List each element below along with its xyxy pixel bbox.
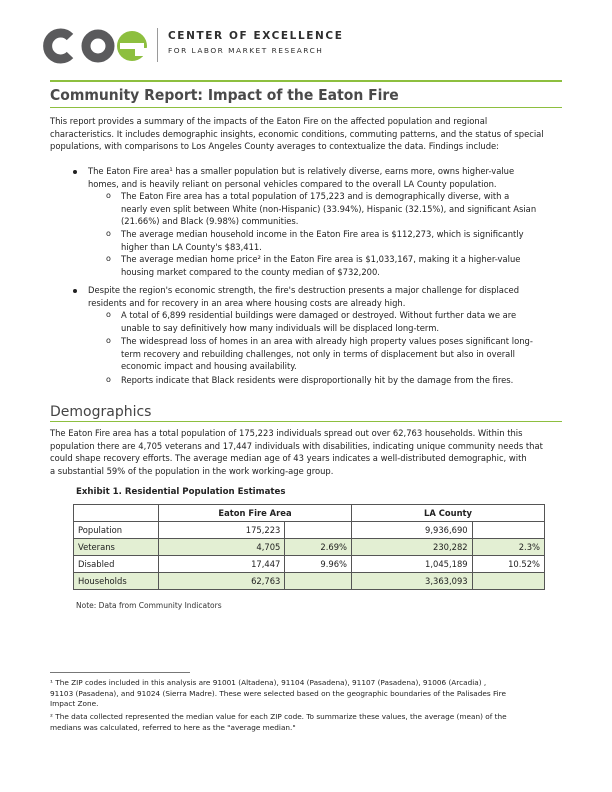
la-value: 3,363,093 <box>352 573 473 590</box>
table-row <box>74 539 545 556</box>
bullet-line: residents and for recovery in an area where housing costs are already high. <box>88 297 406 308</box>
intro-line: populations, with comparisons to Los Angeles County averages to contextualize the data. Findings include: <box>50 141 499 151</box>
sub-bullet-line: The average median home price² in the Eaton Fire area is $1,033,167, making it a higher-value <box>121 254 521 264</box>
bullet-line: homes, and is heavily reliant on personal vehicles compared to the overall LA County population. <box>88 178 497 189</box>
sub-bullet-line: economic impact and housing availability. <box>121 361 297 371</box>
la-pct <box>472 522 544 539</box>
la-pct: 10.52% <box>472 556 544 573</box>
exhibit-title: Exhibit 1. Residential Population Estimates <box>76 487 286 497</box>
header-rule <box>50 80 562 82</box>
la-value: 1,045,189 <box>352 556 473 573</box>
sub-bullet-line: housing market compared to the county median of $732,200. <box>121 266 380 277</box>
brand-tagline: FOR LABOR MARKET RESEARCH <box>168 46 324 55</box>
la-value: 230,282 <box>352 539 473 556</box>
intro-line: characteristics. It includes demographic insights, economic conditions, commuting patterns, and the status of special <box>50 128 544 139</box>
eaton-pct <box>285 522 352 539</box>
row-label: Veterans <box>74 539 159 556</box>
demographics-line: population there are 4,705 veterans and 17,447 individuals with disabilities, indicating unique community needs that <box>50 440 543 451</box>
sub-bullet-marker: o <box>106 310 111 319</box>
intro-line: This report provides a summary of the impacts of the Eaton Fire on the affected population and regional <box>50 116 488 126</box>
footnote-rule <box>50 672 190 673</box>
table-row <box>74 556 545 573</box>
eaton-pct: 9.96% <box>285 556 352 573</box>
table-header-la: LA County <box>352 505 545 522</box>
table-header-blank <box>74 505 159 522</box>
la-value: 9,936,690 <box>352 522 473 539</box>
sub-bullet-line: Reports indicate that Black residents were disproportionally hit by the damage from the fires. <box>121 375 514 385</box>
demographics-line: The Eaton Fire area has a total population of 175,223 individuals spread out over 62,763 households. Within this <box>50 428 523 438</box>
coe-logo-icon <box>40 28 150 64</box>
sub-bullet-line: The average median household income in the Eaton Fire area is $112,273, which is significantly <box>121 229 524 239</box>
table-row <box>74 573 545 590</box>
footnote-line: medians was calculated, referred to here as the "average median." <box>50 722 296 732</box>
sub-bullet-line: The widespread loss of homes in an area with already high property values poses significant long- <box>121 336 533 346</box>
row-label: Population <box>74 522 159 539</box>
table-header-row <box>74 505 545 522</box>
footnote-line: Impact Zone. <box>50 699 99 708</box>
section-rule <box>50 421 562 422</box>
sub-bullet-line: (21.66%) and Black (9.98%) communities. <box>121 216 299 226</box>
title-rule <box>50 107 562 108</box>
sub-bullet-marker: o <box>106 254 111 263</box>
brand-name: CENTER OF EXCELLENCE <box>168 30 344 42</box>
page-title: Community Report: Impact of the Eaton Fire <box>50 86 399 104</box>
bullet-line: Despite the region's economic strength, the fire's destruction presents a major challenge for displaced <box>88 285 520 295</box>
coe-logo-c <box>48 33 70 59</box>
eaton-pct: 2.69% <box>285 539 352 556</box>
eaton-value: 4,705 <box>159 539 285 556</box>
footnote-line: 91103 (Pasadena), and 91024 (Sierra Madre). These were selected based on the geographic boundaries of the Palisades Fire <box>50 688 506 698</box>
population-table <box>73 504 545 590</box>
bullet-line: The Eaton Fire area¹ has a smaller population but is relatively diverse, earns more, owns higher-value <box>88 166 515 176</box>
coe-logo-o <box>86 34 110 58</box>
table-row <box>74 522 545 539</box>
eaton-value: 62,763 <box>159 573 285 590</box>
eaton-value: 175,223 <box>159 522 285 539</box>
demographics-line: a substantial 59% of the population in the work working-age group. <box>50 465 334 476</box>
brand-divider <box>157 28 158 62</box>
sub-bullet-line: A total of 6,899 residential buildings were damaged or destroyed. Without further data we are <box>121 310 517 320</box>
sub-bullet-marker: o <box>106 191 111 200</box>
row-label: Households <box>74 573 159 590</box>
eaton-pct <box>285 573 352 590</box>
eaton-value: 17,447 <box>159 556 285 573</box>
table-note: Note: Data from Community Indicators <box>76 601 222 610</box>
la-pct <box>472 573 544 590</box>
sub-bullet-line: term recovery and rebuilding challenges, not only in terms of displacement but also in overall <box>121 348 515 359</box>
la-pct: 2.3% <box>472 539 544 556</box>
footnote-line: ¹ The ZIP codes included in this analysis are 91001 (Altadena), 91104 (Pasadena), 91107 (Pasadena), 91006 (Arcadia) , <box>50 678 487 687</box>
sub-bullet-marker: o <box>106 375 111 384</box>
row-label: Disabled <box>74 556 159 573</box>
sub-bullet-line: unable to say definitively how many individuals will be displaced long-term. <box>121 322 440 333</box>
demographics-line: could shape recovery efforts. The average median age of 43 years indicates a well-distributed demographic, with <box>50 453 527 463</box>
table-header-eaton: Eaton Fire Area <box>159 505 352 522</box>
footnote-line: ² The data collected represented the median value for each ZIP code. To summarize these values, the average (mean) of the <box>50 712 507 721</box>
sub-bullet-marker: o <box>106 336 111 345</box>
sub-bullet-line: nearly even split between White (non-Hispanic) (33.94%), Hispanic (32.15%), and significant Asian <box>121 203 537 214</box>
sub-bullet-line: higher than LA County's $83,411. <box>121 241 262 252</box>
section-heading: Demographics <box>50 404 152 420</box>
sub-bullet-marker: o <box>106 229 111 238</box>
sub-bullet-line: The Eaton Fire area has a total population of 175,223 and is demographically diverse, with a <box>121 191 510 201</box>
coe-logo-e <box>117 31 147 61</box>
